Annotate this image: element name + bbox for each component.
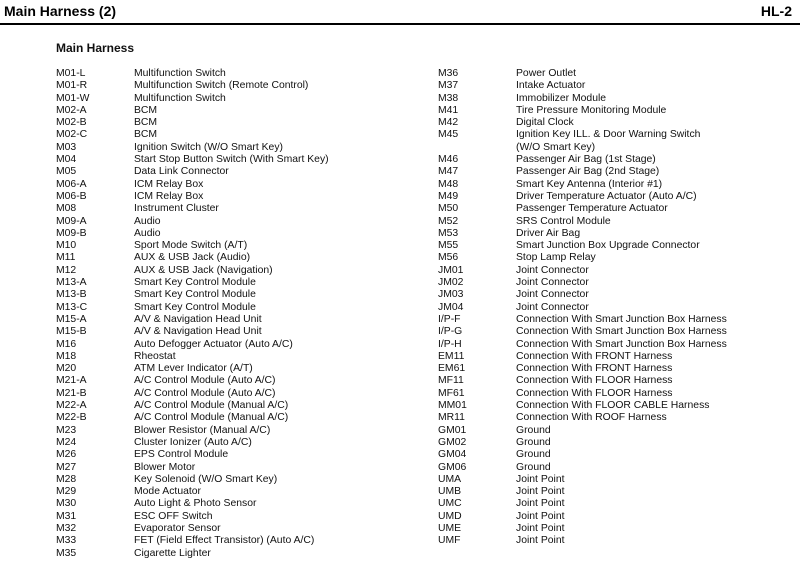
connector-description: Ignition Key ILL. & Door Warning Switch (W/O Smart Key) <box>516 129 701 153</box>
connector-code: JM02 <box>438 277 464 289</box>
connector-code: M15-A <box>56 313 87 325</box>
connector-code: UME <box>438 522 462 534</box>
connector-row <box>56 302 436 314</box>
connector-code: JM04 <box>438 301 464 313</box>
connector-description: Intake Actuator <box>516 80 586 92</box>
connector-description: Smart Key Antenna (Interior #1) <box>516 178 663 190</box>
connector-code: M26 <box>56 449 77 461</box>
connector-code: M53 <box>438 227 459 239</box>
connector-description: A/V & Navigation Head Unit <box>134 326 262 338</box>
connector-description: Smart Key Control Module <box>134 289 256 301</box>
connector-code: UMF <box>438 535 461 547</box>
connector-row <box>56 265 436 277</box>
connector-code: M48 <box>438 178 459 190</box>
connector-row <box>438 93 798 105</box>
connector-code: MF11 <box>438 375 464 387</box>
connector-description: Audio <box>134 215 161 227</box>
connector-code: GM06 <box>438 461 467 473</box>
connector-row <box>56 105 436 117</box>
connector-row <box>438 400 798 412</box>
header-divider <box>0 23 800 25</box>
connector-description: Connection With ROOF Harness <box>516 412 667 424</box>
connector-code: M09-A <box>56 215 87 227</box>
connector-code: M13-A <box>56 277 87 289</box>
connector-description: BCM <box>134 129 158 141</box>
connector-row <box>438 351 798 363</box>
connector-row <box>56 93 436 105</box>
connector-code: M21-A <box>56 375 87 387</box>
connector-row <box>56 154 436 166</box>
connector-row <box>56 68 436 80</box>
connector-description: BCM <box>134 104 158 116</box>
connector-row <box>56 252 436 264</box>
connector-row <box>438 216 798 228</box>
connector-code: MF61 <box>438 387 465 399</box>
connector-description: Connection With Smart Junction Box Harness <box>516 313 727 325</box>
connector-row <box>56 548 436 560</box>
connector-row <box>56 314 436 326</box>
connector-description: ATM Lever Indicator (A/T) <box>134 363 253 375</box>
connector-code: I/P-H <box>438 338 462 350</box>
connector-code: M16 <box>56 338 77 350</box>
connector-code: M35 <box>56 547 77 559</box>
connector-row <box>438 535 798 547</box>
connector-row <box>438 388 798 400</box>
connector-code: M12 <box>56 264 77 276</box>
connector-code: M52 <box>438 215 459 227</box>
connector-row <box>56 166 436 178</box>
connector-description: Driver Temperature Actuator (Auto A/C) <box>516 190 697 202</box>
connector-code: M10 <box>56 240 77 252</box>
connector-code: M36 <box>438 68 459 79</box>
connector-code: M11 <box>56 252 76 264</box>
connector-description: Ground <box>516 424 551 436</box>
connector-row <box>56 228 436 240</box>
connector-code: I/P-G <box>438 326 463 338</box>
connector-description: Instrument Cluster <box>134 203 219 215</box>
connector-row <box>438 277 798 289</box>
connector-description: ICM Relay Box <box>134 178 204 190</box>
connector-code: M05 <box>56 166 77 178</box>
connector-description: Connection With Smart Junction Box Harness <box>516 326 727 338</box>
connector-row <box>56 191 436 203</box>
connector-description: Multifunction Switch (Remote Control) <box>134 80 309 92</box>
connector-row <box>56 203 436 215</box>
connector-description: Stop Lamp Relay <box>516 252 596 264</box>
connector-row <box>56 498 436 510</box>
connector-row <box>56 80 436 92</box>
connector-description: Joint Connector <box>516 289 589 301</box>
connector-description: A/C Control Module (Manual A/C) <box>134 400 289 412</box>
connector-row <box>56 486 436 498</box>
connector-row <box>56 129 436 141</box>
connector-description: Joint Point <box>516 510 565 522</box>
connector-code: M13-C <box>56 301 88 313</box>
connector-row <box>438 339 798 351</box>
connector-description: Passenger Temperature Actuator <box>516 203 668 215</box>
connector-code: UMD <box>438 510 462 522</box>
connector-description: Ground <box>516 449 551 461</box>
connector-description: Joint Connector <box>516 301 589 313</box>
connector-code: MR11 <box>438 412 465 424</box>
connector-row <box>56 375 436 387</box>
connector-description: Cigarette Lighter <box>134 547 211 559</box>
connector-code: M29 <box>56 486 77 498</box>
connector-description: Power Outlet <box>516 68 577 79</box>
connector-description: Connection With FLOOR Harness <box>516 375 673 387</box>
connector-code: M08 <box>56 203 77 215</box>
connector-row <box>438 228 798 240</box>
connector-description: Passenger Air Bag (2nd Stage) <box>516 166 660 178</box>
connector-description: Joint Point <box>516 522 565 534</box>
connector-code: JM01 <box>438 264 464 276</box>
connector-code: M06-B <box>56 190 87 202</box>
connector-code: MM01 <box>438 400 467 412</box>
connector-row <box>56 523 436 535</box>
connector-row <box>56 326 436 338</box>
connector-row <box>438 191 798 203</box>
connector-row <box>438 449 798 461</box>
connector-description: Smart Junction Box Upgrade Connector <box>516 240 700 252</box>
connector-code: M33 <box>56 535 77 547</box>
connector-description: ESC OFF Switch <box>134 510 213 522</box>
connector-code: M49 <box>438 190 459 202</box>
connector-description: Joint Point <box>516 473 565 485</box>
connector-row <box>438 498 798 510</box>
connector-row <box>438 105 798 117</box>
connector-description: Ignition Switch (W/O Smart Key) <box>134 141 283 153</box>
connector-row <box>56 437 436 449</box>
connector-code: GM04 <box>438 449 467 461</box>
connector-row <box>438 117 798 129</box>
connector-row <box>56 535 436 547</box>
connector-code: M24 <box>56 436 77 448</box>
connector-row <box>438 511 798 523</box>
connector-code: M04 <box>56 154 77 166</box>
connector-code: M31 <box>56 510 77 522</box>
connector-row <box>438 129 798 154</box>
connector-description: Connection With FLOOR CABLE Harness <box>516 400 710 412</box>
connector-row <box>438 252 798 264</box>
connector-row <box>438 425 798 437</box>
page-code: HL-2 <box>760 3 792 19</box>
connector-description: Ground <box>516 436 551 448</box>
connector-row <box>438 462 798 474</box>
connector-description: Smart Key Control Module <box>134 277 256 289</box>
connector-description: BCM <box>134 117 158 129</box>
connector-code: M18 <box>56 350 77 362</box>
connector-row <box>438 80 798 92</box>
connector-row <box>56 474 436 486</box>
connector-row <box>438 375 798 387</box>
page-header <box>0 0 800 24</box>
connector-row <box>56 277 436 289</box>
connector-code: M41 <box>438 104 459 116</box>
connector-row <box>56 117 436 129</box>
connector-row <box>438 302 798 314</box>
connector-description: Multifunction Switch <box>134 92 226 104</box>
connector-code: JM03 <box>438 289 464 301</box>
connector-code: M23 <box>56 424 77 436</box>
connector-row <box>56 216 436 228</box>
connector-code: M27 <box>56 461 77 473</box>
connector-description: Auto Light & Photo Sensor <box>134 498 257 510</box>
connector-row <box>56 240 436 252</box>
connector-code: M01-R <box>56 80 88 92</box>
connector-description: EPS Control Module <box>134 449 229 461</box>
connector-code: M01-L <box>56 68 86 79</box>
connector-code: M22-B <box>56 412 87 424</box>
connector-row <box>56 339 436 351</box>
connector-code: M09-B <box>56 227 87 239</box>
connector-description: Joint Point <box>516 498 565 510</box>
connector-description: Start Stop Button Switch (With Smart Key) <box>134 154 329 166</box>
connector-row <box>438 265 798 277</box>
connector-row <box>56 400 436 412</box>
connector-code: I/P-F <box>438 313 461 325</box>
connector-description: Cluster Ionizer (Auto A/C) <box>134 436 252 448</box>
connector-row <box>56 388 436 400</box>
connector-description: FET (Field Effect Transistor) (Auto A/C) <box>134 535 315 547</box>
connector-code: M06-A <box>56 178 87 190</box>
connector-code: M22-A <box>56 400 87 412</box>
connector-code: M56 <box>438 252 459 264</box>
connector-code: M47 <box>438 166 459 178</box>
connector-description: SRS Control Module <box>516 215 611 227</box>
connector-description: Rheostat <box>134 350 176 362</box>
section-title: Main Harness <box>56 41 135 55</box>
connector-row <box>438 166 798 178</box>
connector-description: Connection With FLOOR Harness <box>516 387 673 399</box>
connector-code: GM02 <box>438 436 467 448</box>
connector-row <box>438 68 798 80</box>
connector-code: M02-B <box>56 117 87 129</box>
connector-code: M15-B <box>56 326 87 338</box>
connector-code: M03 <box>56 141 77 153</box>
connector-description: Tire Pressure Monitoring Module <box>516 104 667 116</box>
connector-code: M02-C <box>56 129 88 141</box>
connector-code: M38 <box>438 92 459 104</box>
connector-code: UMA <box>438 473 462 485</box>
connector-code: GM01 <box>438 424 467 436</box>
connector-description: Immobilizer Module <box>516 92 607 104</box>
connector-description: Auto Defogger Actuator (Auto A/C) <box>134 338 293 350</box>
connector-description: Driver Air Bag <box>516 227 581 239</box>
connector-code: EM11 <box>438 350 465 362</box>
connector-code: UMB <box>438 486 462 498</box>
connector-code: EM61 <box>438 363 466 375</box>
connector-description: Key Solenoid (W/O Smart Key) <box>134 473 278 485</box>
connector-row <box>56 179 436 191</box>
connector-code: M21-B <box>56 387 87 399</box>
connector-code: M55 <box>438 240 459 252</box>
connector-row <box>56 351 436 363</box>
connector-description: Blower Motor <box>134 461 196 473</box>
connector-code: M28 <box>56 473 77 485</box>
connector-row <box>438 474 798 486</box>
connector-list-left <box>56 68 436 560</box>
connector-row <box>438 523 798 535</box>
connector-code: UMC <box>438 498 462 510</box>
connector-row <box>56 289 436 301</box>
connector-row <box>56 449 436 461</box>
connector-row <box>56 363 436 375</box>
connector-row <box>438 412 798 424</box>
connector-row <box>56 462 436 474</box>
connector-code: M20 <box>56 363 77 375</box>
connector-description: Multifunction Switch <box>134 68 226 79</box>
connector-description: A/V & Navigation Head Unit <box>134 313 262 325</box>
connector-description: AUX & USB Jack (Navigation) <box>134 264 273 276</box>
connector-row <box>56 425 436 437</box>
connector-description: Mode Actuator <box>134 486 202 498</box>
connector-description: Digital Clock <box>516 117 574 129</box>
connector-row <box>56 511 436 523</box>
connector-description: Data Link Connector <box>134 166 229 178</box>
connector-code: M32 <box>56 522 77 534</box>
connector-code: M45 <box>438 129 459 141</box>
connector-description: Joint Connector <box>516 277 589 289</box>
connector-code: M13-B <box>56 289 87 301</box>
connector-row <box>438 240 798 252</box>
connector-row <box>438 154 798 166</box>
connector-row <box>438 363 798 375</box>
connector-code: M50 <box>438 203 459 215</box>
connector-code: M46 <box>438 154 459 166</box>
connector-code: M01-W <box>56 92 90 104</box>
connector-description: Connection With Smart Junction Box Harness <box>516 338 727 350</box>
connector-row <box>438 326 798 338</box>
connector-description: Evaporator Sensor <box>134 522 221 534</box>
connector-description: Connection With FRONT Harness <box>516 363 673 375</box>
connector-description: Blower Resistor (Manual A/C) <box>134 424 271 436</box>
connector-row <box>438 486 798 498</box>
connector-description: Smart Key Control Module <box>134 301 256 313</box>
connector-description: Ground <box>516 461 551 473</box>
connector-description: Sport Mode Switch (A/T) <box>134 240 248 252</box>
connector-description: Joint Connector <box>516 264 589 276</box>
connector-description: Passenger Air Bag (1st Stage) <box>516 154 656 166</box>
connector-code: M02-A <box>56 104 87 116</box>
connector-description: ICM Relay Box <box>134 190 204 202</box>
connector-description: Connection With FRONT Harness <box>516 350 673 362</box>
connector-row <box>438 289 798 301</box>
connector-row <box>56 142 436 154</box>
connector-description: A/C Control Module (Auto A/C) <box>134 375 276 387</box>
connector-code: M42 <box>438 117 459 129</box>
connector-description: AUX & USB Jack (Audio) <box>134 252 251 264</box>
connector-row <box>56 412 436 424</box>
connector-row <box>438 203 798 215</box>
connector-description: A/C Control Module (Manual A/C) <box>134 412 289 424</box>
connector-list-right <box>438 68 798 548</box>
connector-row <box>438 314 798 326</box>
connector-row <box>438 437 798 449</box>
connector-description: Joint Point <box>516 486 565 498</box>
connector-row <box>438 179 798 191</box>
connector-code: M30 <box>56 498 77 510</box>
connector-code: M37 <box>438 80 459 92</box>
connector-description: Audio <box>134 227 161 239</box>
page-title: Main Harness (2) <box>4 3 117 19</box>
connector-description: Joint Point <box>516 535 565 547</box>
connector-description: A/C Control Module (Auto A/C) <box>134 387 276 399</box>
